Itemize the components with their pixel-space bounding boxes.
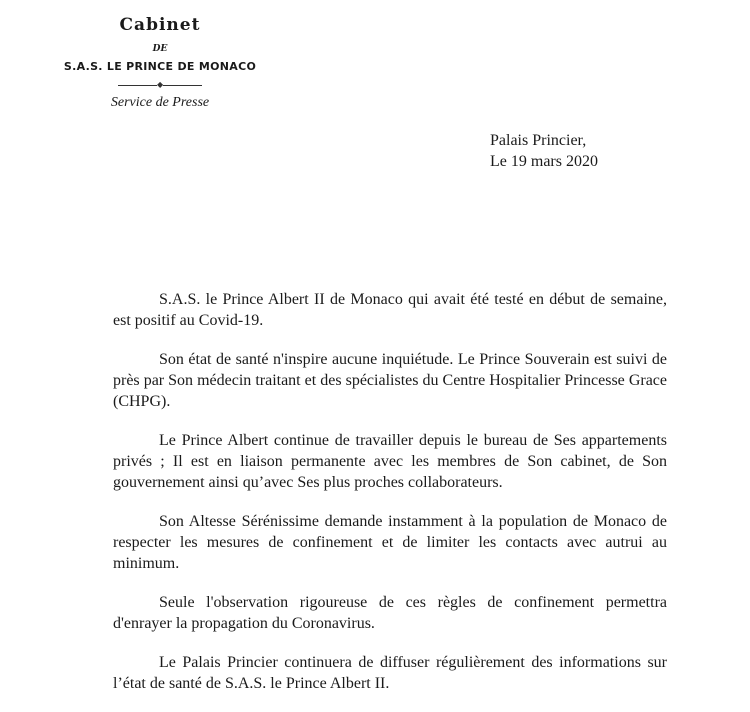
letterhead-prince: S.A.S. LE PRINCE DE MONACO xyxy=(63,60,257,73)
body-paragraph: S.A.S. le Prince Albert II de Monaco qui avait été testé en début de semaine, est positif au Covid-19. xyxy=(113,291,667,329)
letterhead-de: DE xyxy=(152,44,168,54)
press-release-body xyxy=(113,289,667,712)
letterhead xyxy=(60,14,260,112)
body-paragraph: Son état de santé n'inspire aucune inquiétude. Le Prince Souverain est suivi de près par Son médecin traitant et des spécialistes du Centre Hospitalier Princesse Grace (CHPG). xyxy=(113,351,667,410)
dateline xyxy=(490,130,598,172)
letterhead-service: Service de Presse xyxy=(110,95,210,110)
body-paragraph: Le Palais Princier continuera de diffuser régulièrement des informations sur l’état de santé de S.A.S. le Prince Albert II. xyxy=(113,654,667,692)
body-paragraph: Son Altesse Sérénissime demande instamment à la population de Monaco de respecter les mesures de confinement et de limiter les contacts avec autrui au minimum. xyxy=(113,513,667,572)
dateline-date: Le 19 mars 2020 xyxy=(490,153,598,170)
body-paragraph: Seule l'observation rigoureuse de ces règles de confinement permettra d'enrayer la propagation du Coronavirus. xyxy=(113,594,667,632)
dateline-place: Palais Princier, xyxy=(490,132,587,149)
divider-ornament-icon: ◆ xyxy=(157,80,164,89)
letterhead-divider xyxy=(118,81,202,89)
letterhead-cabinet: Cabinet xyxy=(119,15,201,35)
body-paragraph: Le Prince Albert continue de travailler depuis le bureau de Ses appartements privés ; Il est en liaison permanente avec les membres de Son cabinet, de Son gouvernement ainsi qu’avec Ses plus proches collaborateurs. xyxy=(113,432,667,491)
